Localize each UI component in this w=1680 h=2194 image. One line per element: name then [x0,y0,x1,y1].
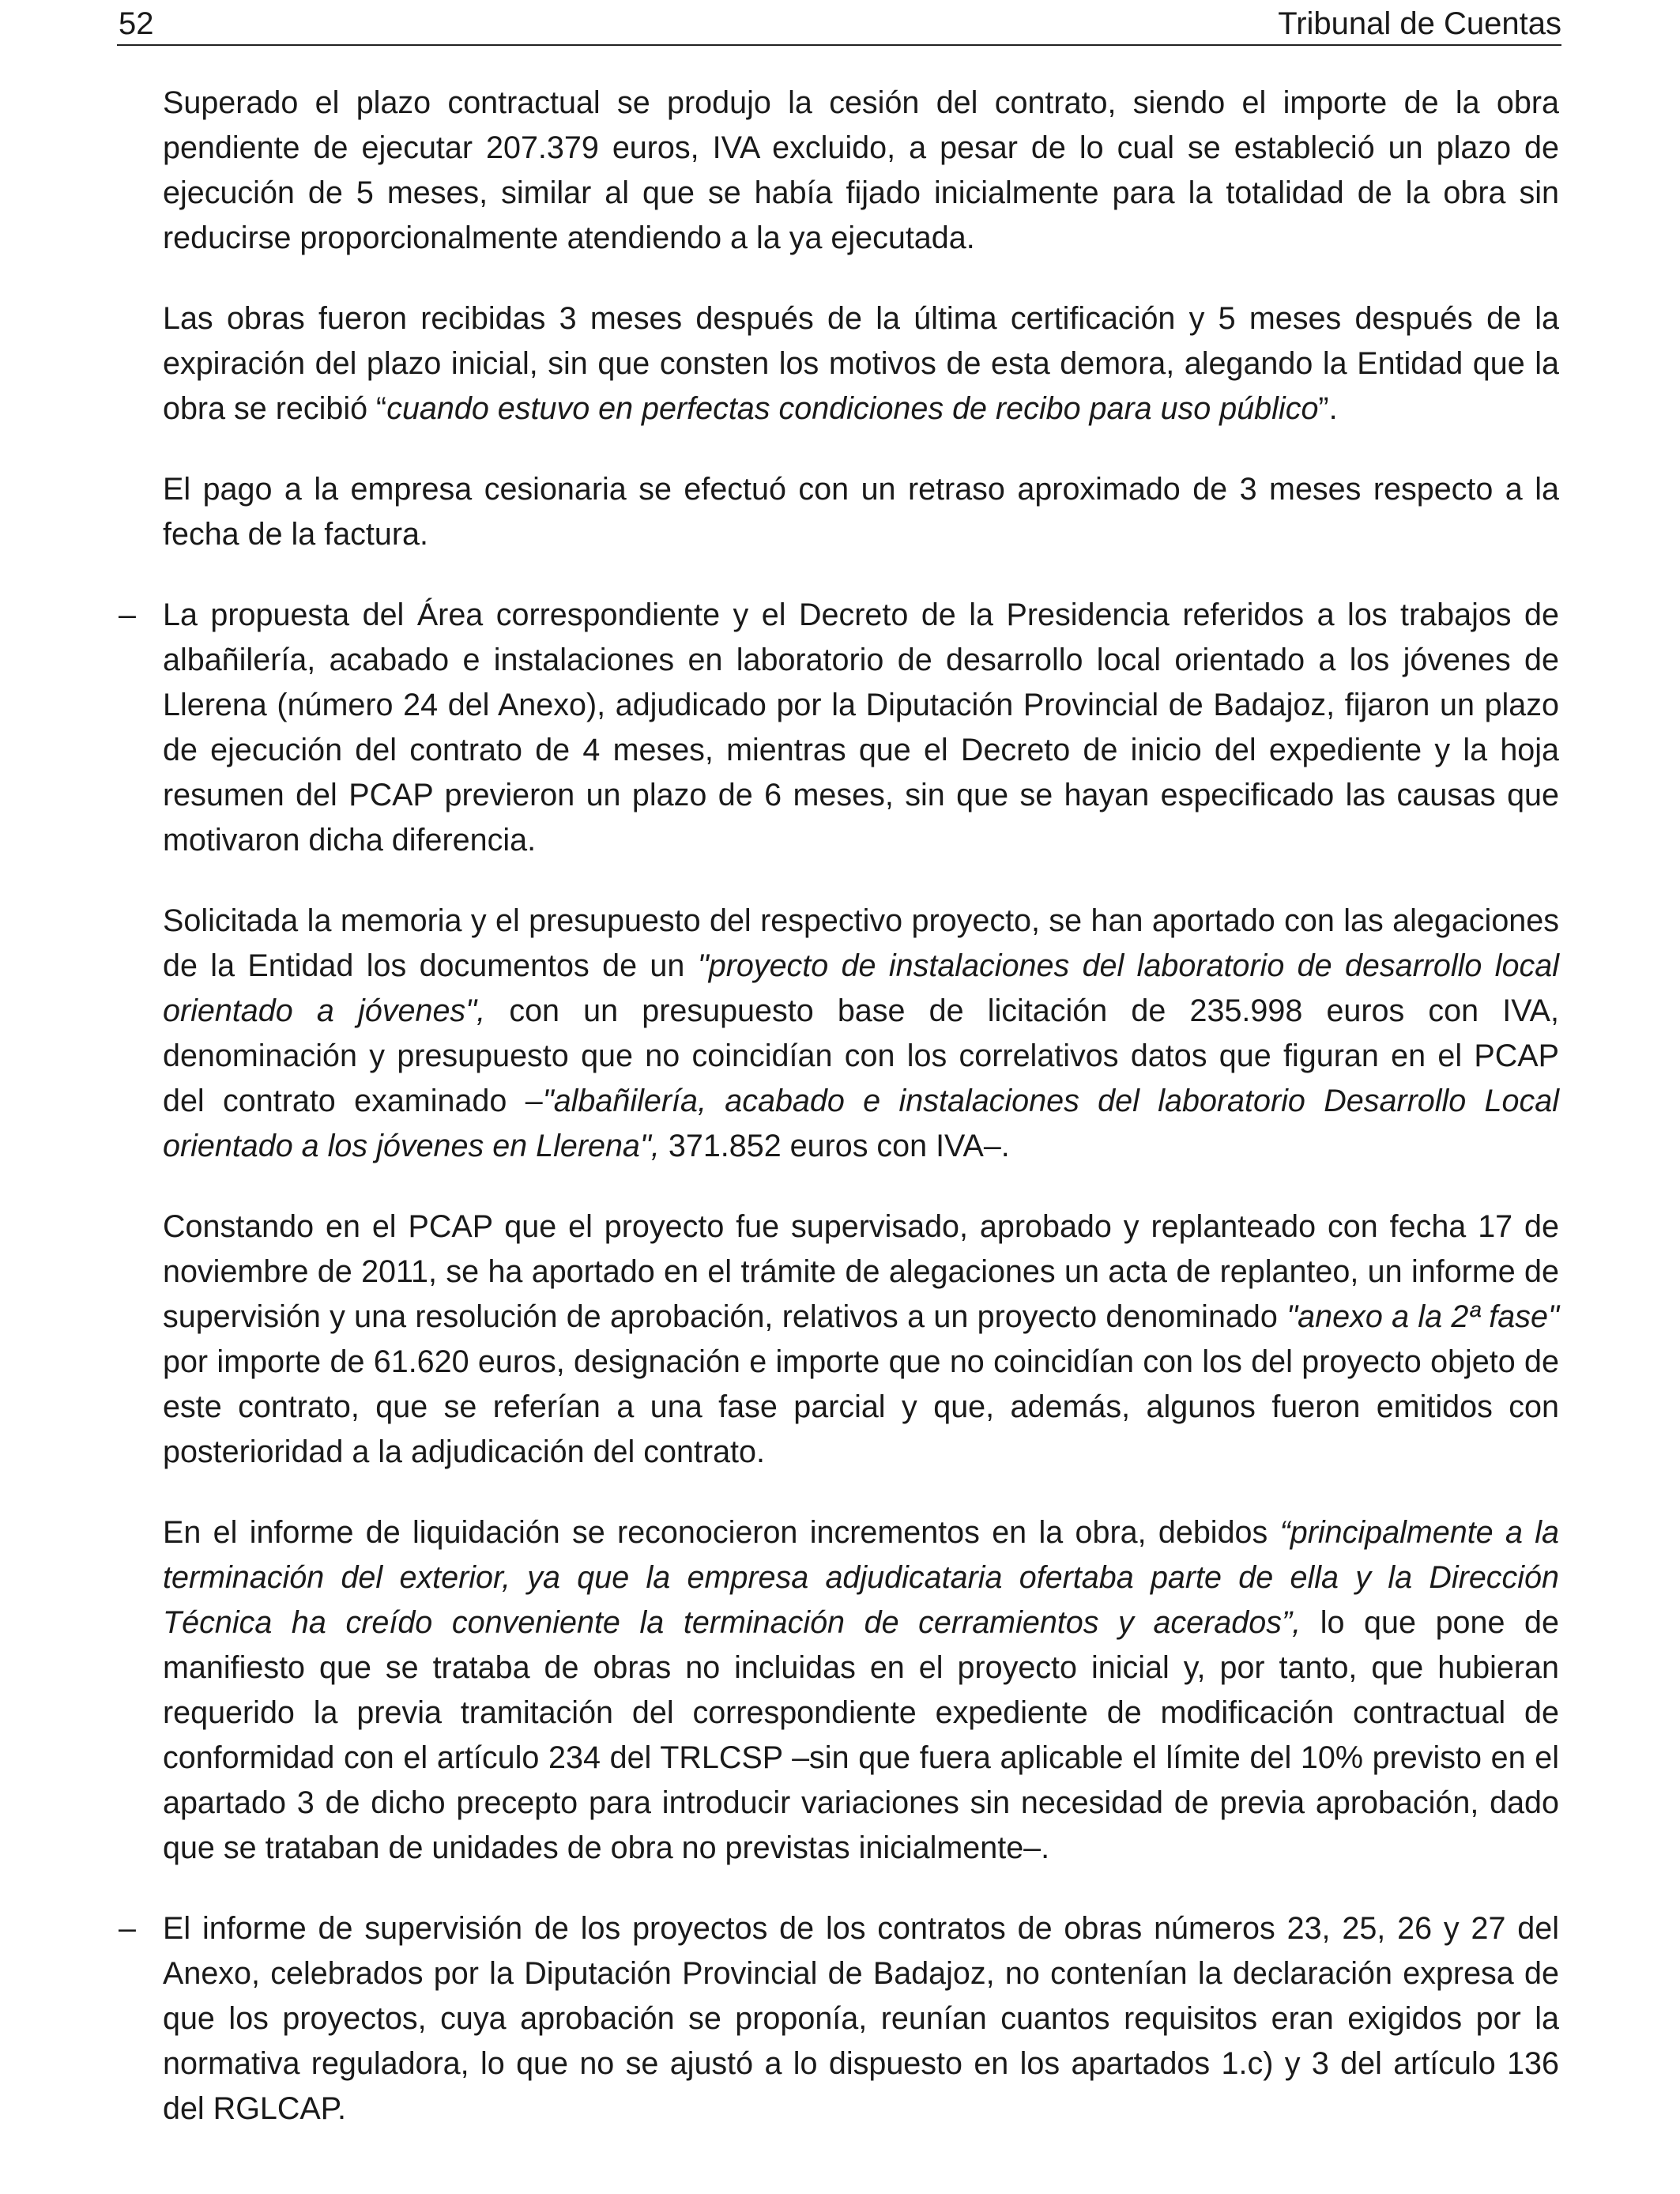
quoted-text: "albañilería, acabado e instalaciones del laboratorio Desarrollo Local orientado a los jóvenes en Llerena", [163,1084,1559,1163]
page-header [117,0,1561,46]
text-run: lo que pone de manifiesto que se trataba de obras no incluidas en el proyecto inicial y, por tanto, que hubieran requerido la previa tramitación del correspondiente expediente de modificación contractual de conformidad con el artículo 234 del TRLCSP –sin que fuera aplicable el límite del 10% previsto en el apartado 3 de dicho precepto para introducir variaciones sin necesidad de previa aprobación, dado que se trataban de unidades de obra no previstas inicialmente–. [163,1605,1559,1865]
page-number: 52 [119,6,154,41]
document-body [119,81,1559,2167]
quoted-text: cuando estuvo en perfectas condiciones de recibo para uso público [386,391,1319,426]
quoted-text: "proyecto de instalaciones del laboratorio de desarrollo local orientado a jóvenes", [163,948,1559,1028]
header-title: Tribunal de Cuentas [1278,6,1561,41]
text-run: con un presupuesto base de licitación de 235.998 euros con IVA, denominación y presupuesto que no coincidían con los correlativos datos que figuran en el PCAP del contrato examinado – [163,993,1559,1118]
bullet-paragraph [119,1906,1559,2132]
text-run: por importe de 61.620 euros, designación e importe que no coincidían con los del proyecto objeto de este contrato, que se referían a una fase parcial y que, además, algunos fueron emitidos con posterioridad a la adjudicación del contrato. [163,1344,1559,1469]
text-run: El pago a la empresa cesionaria se efectuó con un retraso aproximado de 3 meses respecto a la fecha de la factura. [163,472,1559,552]
bullet-dash: – [119,598,136,632]
paragraph [163,899,1559,1169]
text-run: ”. [1318,391,1338,426]
text-run: Solicitada la memoria y el presupuesto del respectivo proyecto, se han aportado con las alegaciones de la Entidad los documentos de un [163,903,1559,983]
text-run: Constando en el PCAP que el proyecto fue supervisado, aprobado y replanteado con fecha 17 de noviembre de 2011, se ha aportado en el trámite de alegaciones un acta de replanteo, un informe de supervisión y una resolución de aprobación, relativos a un proyecto denominado [163,1209,1559,1334]
quoted-text: “principalmente a la terminación del exterior, ya que la empresa adjudicataria ofertaba parte de ella y la Dirección Técnica ha creído conveniente la terminación de cerramientos y acerados”, [163,1515,1559,1640]
text-run: Las obras fueron recibidas 3 meses después de la última certificación y 5 meses después de la expiración del plazo inicial, sin que consten los motivos de esta demora, alegando la Entidad que la obra se recibió “ [163,301,1559,426]
paragraph [163,1204,1559,1475]
text-run: Superado el plazo contractual se produjo la cesión del contrato, siendo el importe de la obra pendiente de ejecutar 207.379 euros, IVA excluido, a pesar de lo cual se estableció un plazo de ejecución de 5 meses, similar al que se había fijado inicialmente para la totalidad de la obra sin reducirse proporcionalmente atendiendo a la ya ejecutada. [163,85,1559,255]
text-run: El informe de supervisión de los proyectos de los contratos de obras números 23, 25, 26 y 27 del Anexo, celebrados por la Diputación Provincial de Badajoz, no contenían la declaración expresa de que los proyectos, cuya aprobación se proponía, reunían cuantos requisitos eran exigidos por la normativa reguladora, lo que no se ajustó a lo dispuesto en los apartados 1.c) y 3 del artículo 136 del RGLCAP. [163,1911,1559,2126]
text-run: 371.852 euros con IVA–. [659,1129,1010,1163]
paragraph [163,296,1559,432]
text-run: La propuesta del Área correspondiente y el Decreto de la Presidencia referidos a los trabajos de albañilería, acabado e instalaciones en laboratorio de desarrollo local orientado a los jóvenes de Llerena (número 24 del Anexo), adjudicado por la Diputación Provincial de Badajoz, fijaron un plazo de ejecución del contrato de 4 meses, mientras que el Decreto de inicio del expediente y la hoja resumen del PCAP previeron un plazo de 6 meses, sin que se hayan especificado las causas que motivaron dicha diferencia. [163,598,1559,858]
paragraph [163,81,1559,261]
paragraph [163,467,1559,557]
paragraph [163,1510,1559,1871]
quoted-text: "anexo a la 2ª fase" [1286,1299,1559,1334]
text-run: En el informe de liquidación se reconocieron incrementos en la obra, debidos [163,1515,1280,1550]
bullet-dash: – [119,1911,136,1946]
bullet-paragraph [119,593,1559,863]
